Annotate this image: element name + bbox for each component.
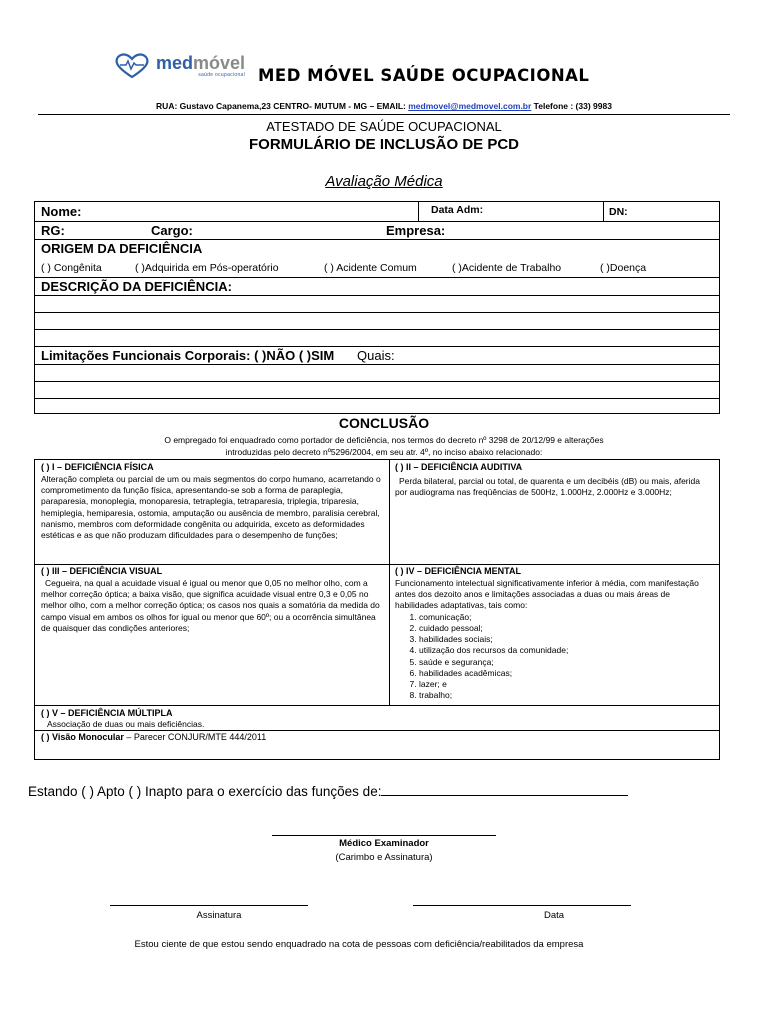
origem-option-doenca[interactable]: ( )Doença	[600, 262, 647, 274]
list-item: 7. lazer; e	[419, 679, 715, 690]
data-adm-label: Data Adm:	[431, 204, 484, 216]
visual-checkbox-title[interactable]: ( ) III – DEFICIÊNCIA VISUAL	[41, 566, 163, 576]
visual-description: Cegueira, na qual a acuidade visual é igual ou menor que 0,05 no melhor olho, com a melhor correção óptica; a baixa visão, que significa acuidade visual entre 0,3 e 0,05 no melhor olho, com a melhor correção óptica; os casos nos quais a somatória da medida do campo visual em ambos os olhos for igual ou menor que 60º; ou a ocorrência simultânea de quaisquer das condições anteriores;	[41, 578, 380, 633]
origem-option-congenita[interactable]: ( ) Congênita	[41, 262, 102, 274]
grid-row-divider	[35, 705, 719, 706]
document-title: ATESTADO DE SAÚDE OCUPACIONAL	[266, 119, 502, 134]
mental-skills-list	[395, 612, 715, 702]
functions-blank-field[interactable]	[381, 784, 628, 796]
row-divider	[35, 312, 719, 313]
monocular-row	[41, 732, 641, 744]
row-divider	[35, 346, 719, 347]
contact-phone: Telefone : (33) 9983	[531, 101, 612, 111]
fisica-description: Alteração completa ou parcial de um ou mais segmentos do corpo humano, acarretando o comprometimento da função física, apresentando-se sob a forma de paraplegia, paraparesia, monoplegia, monoparesia, tetraplegia, tetraparesia, triplegia, triparesia, hemiplegia, hemiparesia, ostomia, amputação ou ausência de membro, paralisia cerebral, nanismo, membros com deformidade congênita ou adquirida, exceto as deformidades estéticas e as que não produzam dificuldades para o desempenho de funções;	[41, 474, 381, 541]
row-divider	[35, 239, 719, 240]
list-item: 8. trabalho;	[419, 690, 715, 701]
conclusion-text-line2: introduzidas pelo decreto nº5296/2004, em seu atr. 4º, no inciso abaixo relacionado:	[225, 447, 543, 458]
contact-line	[0, 101, 768, 111]
conclusion-text-line1: O empregado foi enquadrado como portador de deficiência, nos termos do decreto nº 3298 de 20/12/99 e alterações	[164, 435, 604, 445]
company-logo	[112, 50, 252, 82]
mental-description-text: Funcionamento intelectual significativamente inferior à média, com manifestação antes dos dezoito anos e limitações associadas a duas ou mais áreas de habilidades adaptativas, tais como:	[395, 578, 699, 611]
nome-label: Nome:	[41, 204, 82, 219]
row-divider	[35, 295, 719, 296]
list-item: 3. habilidades sociais;	[419, 634, 715, 645]
carimbo-label: (Carimbo e Assinatura)	[335, 852, 433, 863]
auditiva-description: Perda bilateral, parcial ou total, de quarenta e um decibéis (dB) ou mais, aferida por audiograma nas freqüências de 500Hz, 1.000Hz, 2.000Hz e 3.000Hz;	[395, 476, 700, 498]
monocular-checkbox-title[interactable]: ( ) Visão Monocular	[41, 732, 124, 742]
origem-option-pos-operatorio[interactable]: ( )Adquirida em Pós-operatório	[135, 262, 279, 274]
conclusion-text	[100, 434, 668, 459]
assinatura-line[interactable]	[110, 905, 308, 906]
row-divider	[35, 398, 719, 399]
grid-column-divider	[389, 460, 390, 705]
logo-wordmark	[156, 54, 245, 78]
assinatura-label: Assinatura	[196, 910, 242, 921]
email-link[interactable]: medmovel@medmovel.com.br	[408, 101, 532, 111]
column-divider	[418, 202, 419, 221]
header-divider	[38, 114, 730, 115]
evaluation-form	[34, 201, 720, 414]
list-item: 2. cuidado pessoal;	[419, 623, 715, 634]
logo-med-text: med	[156, 53, 194, 73]
cargo-label: Cargo:	[151, 223, 193, 238]
list-item: 6. habilidades acadêmicas;	[419, 668, 715, 679]
mental-description	[395, 578, 715, 701]
list-item: 1. comunicação;	[419, 612, 715, 623]
limitacoes-label: Limitações Funcionais Corporais: ( )NÃO ( )SIM	[41, 348, 335, 363]
list-item: 4. utilização dos recursos da comunidade;	[419, 645, 715, 656]
awareness-note: Estou ciente de que estou sendo enquadrado na cota de pessoas com deficiência/reabilitados da empresa	[134, 939, 584, 950]
mental-checkbox-title[interactable]: ( ) IV – DEFICIÊNCIA MENTAL	[395, 566, 521, 576]
auditiva-checkbox-title[interactable]: ( ) II – DEFICIÊNCIA AUDITIVA	[395, 462, 523, 472]
contact-address: RUA: Gustavo Capanema,23 CENTRO- MUTUM - MG – EMAIL:	[156, 101, 409, 111]
fisica-checkbox-title[interactable]: ( ) I – DEFICIÊNCIA FÍSICA	[41, 462, 154, 472]
multipla-checkbox-title[interactable]: ( ) V – DEFICIÊNCIA MÚLTIPLA	[41, 708, 173, 718]
row-divider	[35, 381, 719, 382]
row-divider	[35, 277, 719, 278]
column-divider	[603, 202, 604, 221]
medico-label: Médico Examinador	[339, 838, 429, 849]
quais-label: Quais:	[357, 348, 395, 363]
data-label: Data	[543, 910, 565, 921]
logo-movel-text: móvel	[193, 53, 246, 73]
origem-label: ORIGEM DA DEFICIÊNCIA	[41, 241, 203, 256]
form-title: FORMULÁRIO DE INCLUSÃO DE PCD	[249, 136, 519, 153]
origem-option-acidente-comum[interactable]: ( ) Acidente Comum	[324, 262, 417, 274]
origem-option-acidente-trabalho[interactable]: ( )Acidente de Trabalho	[452, 262, 562, 274]
dn-label: DN:	[609, 206, 628, 218]
section-subtitle: Avaliação Médica	[325, 173, 443, 190]
multipla-description: Associação de duas ou mais deficiências.	[47, 719, 205, 729]
row-divider	[35, 329, 719, 330]
deficiency-grid	[34, 459, 720, 760]
logo-subtitle: saúde ocupacional	[198, 72, 246, 78]
company-name: MED MÓVEL SAÚDE OCUPACIONAL	[258, 66, 590, 85]
data-line[interactable]	[413, 905, 631, 906]
rg-label: RG:	[41, 223, 65, 238]
conclusion-title: CONCLUSÃO	[338, 415, 430, 431]
grid-row-divider	[35, 564, 719, 565]
descricao-label: DESCRIÇÃO DA DEFICIÊNCIA:	[41, 279, 232, 294]
row-divider	[35, 221, 719, 222]
monocular-description: – Parecer CONJUR/MTE 444/2011	[123, 732, 267, 742]
list-item: 5. saúde e segurança;	[419, 657, 715, 668]
medico-signature-line[interactable]	[272, 835, 496, 836]
fitness-statement	[28, 784, 628, 799]
fitness-statement-text: Estando ( ) Apto ( ) Inapto para o exercício das funções de:	[28, 784, 382, 799]
empresa-label: Empresa:	[386, 223, 446, 238]
row-divider	[35, 364, 719, 365]
heart-logo-icon	[112, 52, 152, 80]
